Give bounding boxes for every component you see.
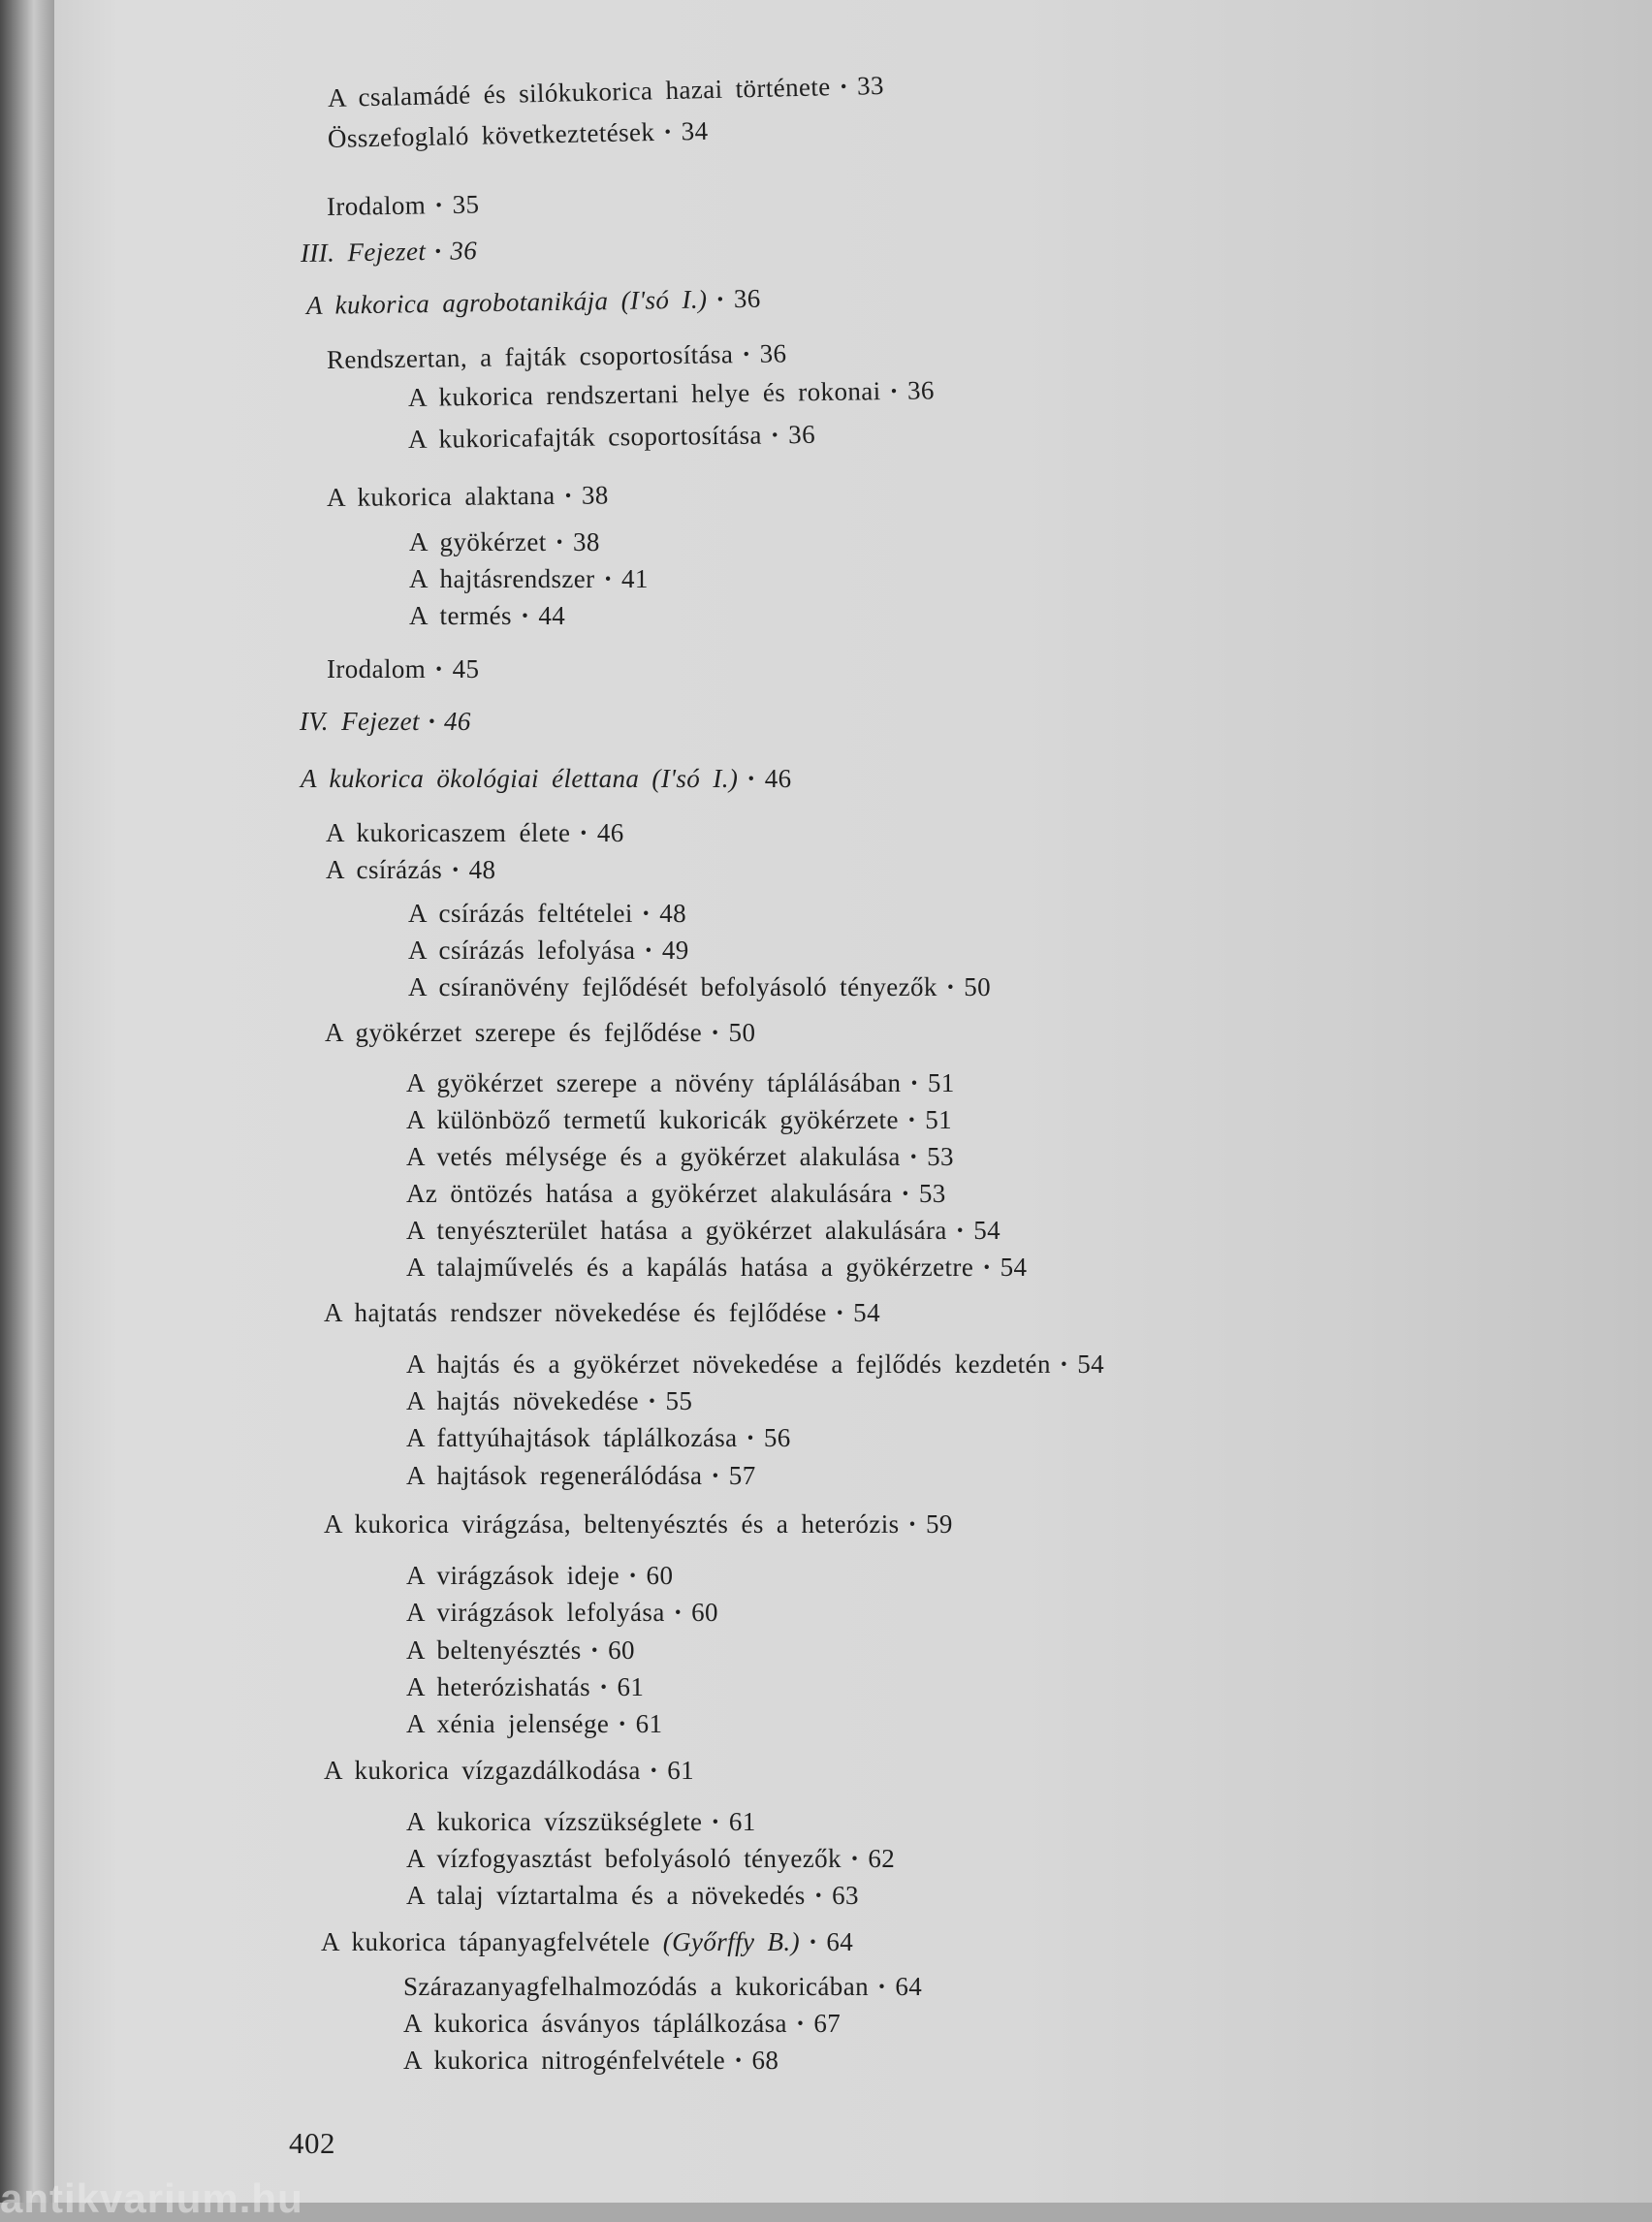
toc-subentry: Az öntözés hatása a gyökérzet alakulására · 53 xyxy=(406,1179,946,1208)
toc-subentry: A hajtás és a gyökérzet növekedése a fejlődés kezdetén · 54 xyxy=(406,1349,1105,1379)
toc-subentry: A kukorica nitrogénfelvétele · 68 xyxy=(403,2046,779,2075)
toc-entry: A kukorica virágzása, beltenyésztés és a heterózis · 59 xyxy=(324,1509,953,1539)
toc-subentry: A virágzások ideje · 60 xyxy=(406,1561,674,1590)
book-binding xyxy=(0,0,56,2203)
toc-subentry: A heterózishatás · 61 xyxy=(406,1672,645,1701)
toc-subentry: A kukorica rendszertani helye és rokonai · 36 xyxy=(407,375,935,412)
toc-entry: A gyökérzet szerepe és fejlődése · 50 xyxy=(325,1018,756,1047)
toc-subentry: A csírázás lefolyása · 49 xyxy=(408,936,689,965)
toc-subentry: A termés · 44 xyxy=(409,601,566,630)
toc-subentry: A hajtások regenerálódása · 57 xyxy=(406,1461,756,1490)
toc-subentry: A gyökérzet · 38 xyxy=(409,527,600,556)
toc-subentry: A csírázás feltételei · 48 xyxy=(408,899,687,928)
toc-entry: A hajtatás rendszer növekedése és fejlődése · 54 xyxy=(324,1298,880,1327)
toc-chapter-title: A kukorica agrobotanikája (I'só I.) · 36 xyxy=(305,283,761,320)
toc-subentry: A tenyészterület hatása a gyökérzet alakulására · 54 xyxy=(406,1216,1001,1245)
toc-entry: A kukorica tápanyagfelvétele (Győrffy B.) · 64 xyxy=(321,1927,854,1956)
toc-subentry: A hajtásrendszer · 41 xyxy=(409,564,649,593)
page-number: 402 xyxy=(289,2126,335,2160)
toc-subentry: A kukorica ásványos táplálkozása · 67 xyxy=(403,2009,842,2038)
toc-entry: A csírázás · 48 xyxy=(326,855,496,884)
toc-entry: Irodalom · 45 xyxy=(327,654,480,683)
toc-subentry: A csíranövény fejlődését befolyásoló tényezők · 50 xyxy=(408,972,992,1001)
toc-subentry: A beltenyésztés · 60 xyxy=(406,1635,635,1665)
toc-chapter-heading: IV. Fejezet · 46 xyxy=(300,707,471,736)
toc-entry: A kukorica alaktana · 38 xyxy=(326,480,609,512)
toc-entry: Rendszertan, a fajták csoportosítása · 36 xyxy=(326,338,787,374)
toc-subentry: A talaj víztartalma és a növekedés · 63 xyxy=(406,1881,859,1910)
toc-subentry: A kukoricafajták csoportosítása · 36 xyxy=(407,419,816,454)
toc-entry: A kukoricaszem élete · 46 xyxy=(326,818,624,847)
toc-chapter-title: A kukorica ökológiai élettana (I'só I.) · 46 xyxy=(301,764,792,793)
watermark: antikvarium.hu xyxy=(0,2175,303,2221)
toc-subentry: A különböző termetű kukoricák gyökérzete · 51 xyxy=(406,1105,953,1134)
toc-subentry: A fattyúhajtások táplálkozása · 56 xyxy=(406,1423,791,1452)
toc-subentry: Szárazanyagfelhalmozódás a kukoricában · 64 xyxy=(403,1972,923,2001)
toc-entry: Irodalom · 35 xyxy=(326,189,480,221)
toc-chapter-heading: III. Fejezet · 36 xyxy=(300,236,478,268)
toc-entry: Összefoglaló következtetések · 34 xyxy=(327,115,709,153)
toc-subentry: A vetés mélysége és a gyökérzet alakulása · 53 xyxy=(406,1142,954,1171)
toc-subentry: A virágzások lefolyása · 60 xyxy=(406,1598,718,1627)
toc-subentry: A kukorica vízszükséglete · 61 xyxy=(406,1807,756,1836)
toc-entry: A csalamádé és silókukorica hazai története · 33 xyxy=(327,70,885,112)
toc-entry: A kukorica vízgazdálkodása · 61 xyxy=(324,1756,695,1785)
toc-subentry: A talajművelés és a kapálás hatása a gyökérzetre · 54 xyxy=(406,1253,1028,1282)
toc-subentry: A xénia jelensége · 61 xyxy=(406,1709,663,1738)
toc-subentry: A vízfogyasztást befolyásoló tényezők · 62 xyxy=(406,1844,896,1873)
toc-subentry: A hajtás növekedése · 55 xyxy=(406,1386,693,1415)
toc-subentry: A gyökérzet szerepe a növény táplálásában · 51 xyxy=(406,1068,955,1097)
